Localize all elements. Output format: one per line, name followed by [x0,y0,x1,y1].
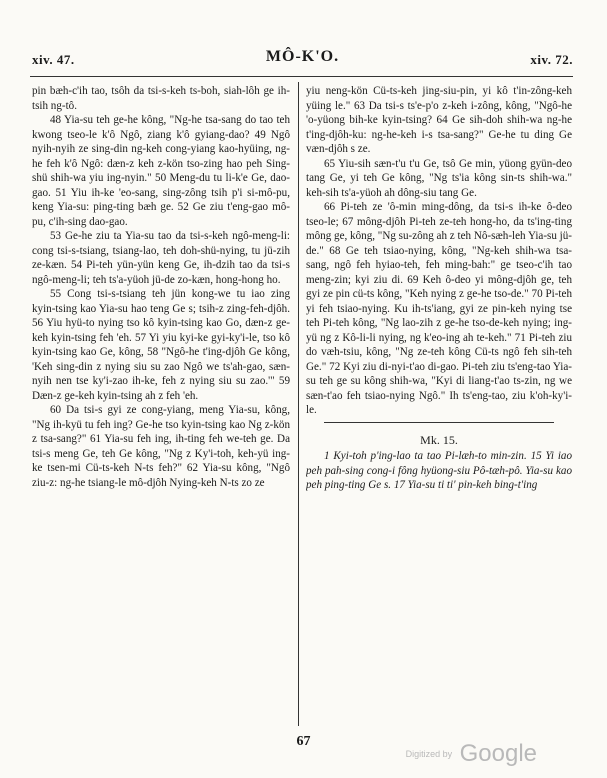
left-column [32,84,290,732]
text-paragraph: 48 Yia-su teh ge-he kông, "Ng-he tsa-sang do tao teh kwong tseo-le k'ô Ngô, ziang k'ô gyiang-dao? 49 Ngô nyih-nyih ze sing-din ng-keh cong-yiang kao-hyüing, ng-he feh k'ô Ngô: dæn-z keh z-kön tso-zing hao peh Sing-shü shih-wa yiu ing-nyin." 50 Meng-du tu li-k'e Ge, dao-gao. 51 Yiu ih-ke 'eo-sang, sing-zông tsih p'i si-mô-pu, keng Yia-su: ping-ting bæh ge. 52 Ge ziu t'eng-gao mô-pu, c'ih-sing dao-gao. [32,114,290,228]
header-verse-start: xiv. 47. [32,52,75,67]
header-rule [30,76,573,77]
chapter-heading: Mk. 15. [420,432,458,447]
google-logo: Google [459,740,537,767]
text-paragraph: 55 Cong tsi-s-tsiang teh jün kong-we tu iao zing kyin-tsing kao Yia-su hao teng Ge s; tsih-z zing-feh-djôh. 56 Yiu hyü-to nying tso kô kyin-tsing kao Go, dæn-z ge-keh kyin-tsing feh 'eh. 57 Yi yiu kyi-ke gyi-ky'i-le, tso kô kyin-tsing kao Ge, kông, 58 "Ngô-he t'ing-djôh Ge kông, 'Keh sing-din z nying siu su zao Ngô we ts'ah-gao, sæn-nyih nen tse ky'i-zao ih-ke, feh z nying siu su zao.'" 59 Dæn-z ge-keh kyin-tsing ah z feh 'eh. [32,288,290,402]
column-divider [298,82,299,726]
text-paragraph: yiu neng-kön Cü-ts-keh jing-siu-pin, yi kô t'in-zông-keh yüing le." 63 Da tsi-s ts'e-p'o z-keh i-zông, kông, "Ngô-he 'o-yüong bih-ke kyin-tsing? 64 Ge sih-doh shih-wa ng-he t'ing-djôh-ku: ng-he-keh i-s tsa-sang?" Ge-he tu ding Ge væn-djôh s ze. [306,85,572,155]
watermark-prefix: Digitized by [405,749,453,759]
page-header [32,46,573,68]
right-column [306,84,572,732]
header-book-title: MÔ-K'O. [265,48,340,65]
text-paragraph: 53 Ge-he ziu ta Yia-su tao da tsi-s-keh ngô-meng-li: cong tsi-s-tsiang, tsiang-lao, teh doh-shü-nying, tu jü-zih ze-kæn. 54 Pi-teh yün-yün keng Ge, ih-dzih tao da tsi-s ngô-meng-li; teh ts'a-yüoh jü-de zo-kæn, hong-hong ho. [32,230,290,286]
text-paragraph: 60 Da tsi-s gyi ze cong-yiang, meng Yia-su, kông, "Ng ih-kyü tu feh ing? Ge-he tso kyin-tsing kao Ng z-kön z tsa-sang?" 61 Yia-su feh ing, ih-ting feh we-teh ge. Da tsi-s meng Ge, teh Ge kông, "Ng z Ky'i-toh, keh-yü ing-ke tsen-mi Cü-ts-keh N-ts feh?" 62 Yia-su kông, "Ngô ziu-z: ng-he tsiang-le mô-djôh Nying-keh N-ts zo ze [32,404,290,489]
chapter-rule [324,422,554,423]
header-verse-end: xiv. 72. [530,52,573,67]
text-paragraph: pin bæh-c'ih tao, tsôh da tsi-s-keh ts-boh, siah-lôh ge ih-tsih ng-tô. [32,85,290,112]
text-paragraph: 65 Yiu-sih sæn-t'u t'u Ge, tsô Ge min, yüong gyün-deo tang Ge, yi teh Ge kông, "Ng ts'ia kông sin-ts shih-wa." keh-sih ts'a-yüoh ah dông-siu tang Ge. [306,157,572,199]
digitized-watermark [406,740,537,768]
page-number: 67 [296,734,311,749]
chapter-summary: 1 Kyi-toh p'ing-lao ta tao Pi-læh-to min-zin. 15 Yi iao peh pah-sing cong-i fông hyüong-siu Pô-tæh-pô. Yia-su kao peh ping-ting Ge s. 17 Yia-su ti ti' pin-keh bing-t'ing [306,450,572,491]
text-paragraph: 66 Pi-teh ze 'ô-min ming-dông, da tsi-s ih-ke ô-deo tseo-le; 67 mông-djôh Pi-teh ze-teh hong-ho, da ts'ing-ting mông ge, kông, "Ng su-zông ah z teh Nô-sæh-leh Yia-su jü-de." 68 Ge teh tsiao-nying, kông, "Ng-keh shih-wa tsa-sang, ngô feh hyiao-teh, feh ming-bah:" ge tseo-c'ih tao meng-zin; kyi ziu di. 69 Keh ô-deo yi mông-djôh ge, teh gyi ze pin cü-ts kông, "Keh nying z ge-he tso-de." 70 Pi-teh yi feh tsiao-nying. Ku ih-ts'iang, gyi ze pin-keh nying tse teh Pi-teh kông, "Ng lao-zih z ge-he tso-de-keh nying; ing-yü ng z Kô-li-li nying, ng k'eo-ing ah te-keh." 71 Pi-teh ziu do væh-tsiu, kông, "Ng ze-teh kông Cü-ts ngô feh sih-teh Ge." 72 Kyi ziu di-nyi-t'ao di-gao. Pi-teh ziu ts'eng-tao Yia-su teh ge su kông shih-wa, "Kyi di liang-t'ao ts-zin, ng we sæn-t'ao feh tsiao-nying Ngô." Ih ts'eng-tao, ziu k'oh-ky'i-le. [306,201,572,416]
